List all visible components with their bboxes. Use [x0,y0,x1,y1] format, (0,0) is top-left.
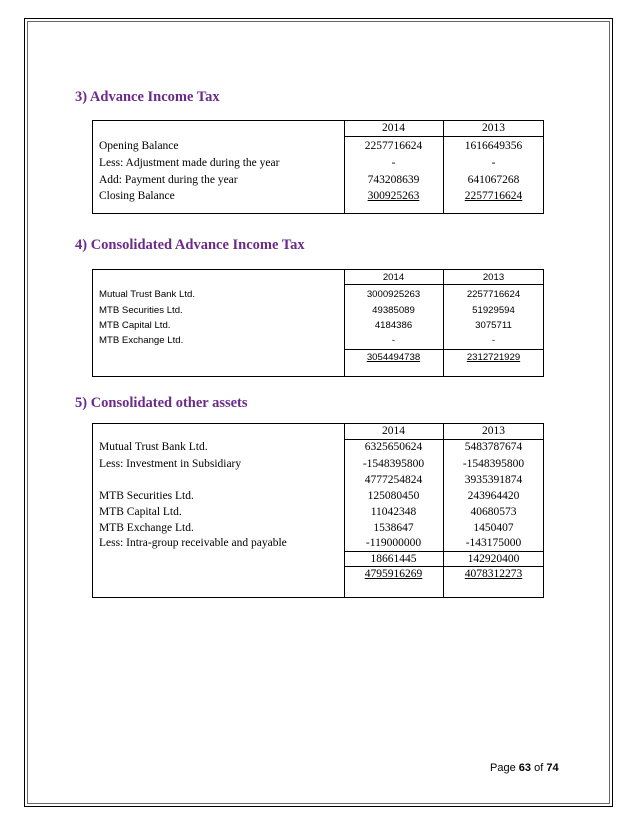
year-header: 2014 [382,425,405,437]
year-header: 2014 [382,272,405,283]
year-header: 2013 [482,272,505,283]
section-title-consolidated-other-assets: 5) Consolidated other assets [75,395,248,411]
year-header: 2014 [382,122,405,134]
year-header: 2013 [482,425,505,437]
page-number: Page 63 of 74 [490,762,559,774]
section-title-consolidated-advance-income-tax: 4) Consolidated Advance Income Tax [75,237,305,253]
year-header: 2013 [482,122,505,134]
section-title-advance-income-tax: 3) Advance Income Tax [75,89,220,105]
